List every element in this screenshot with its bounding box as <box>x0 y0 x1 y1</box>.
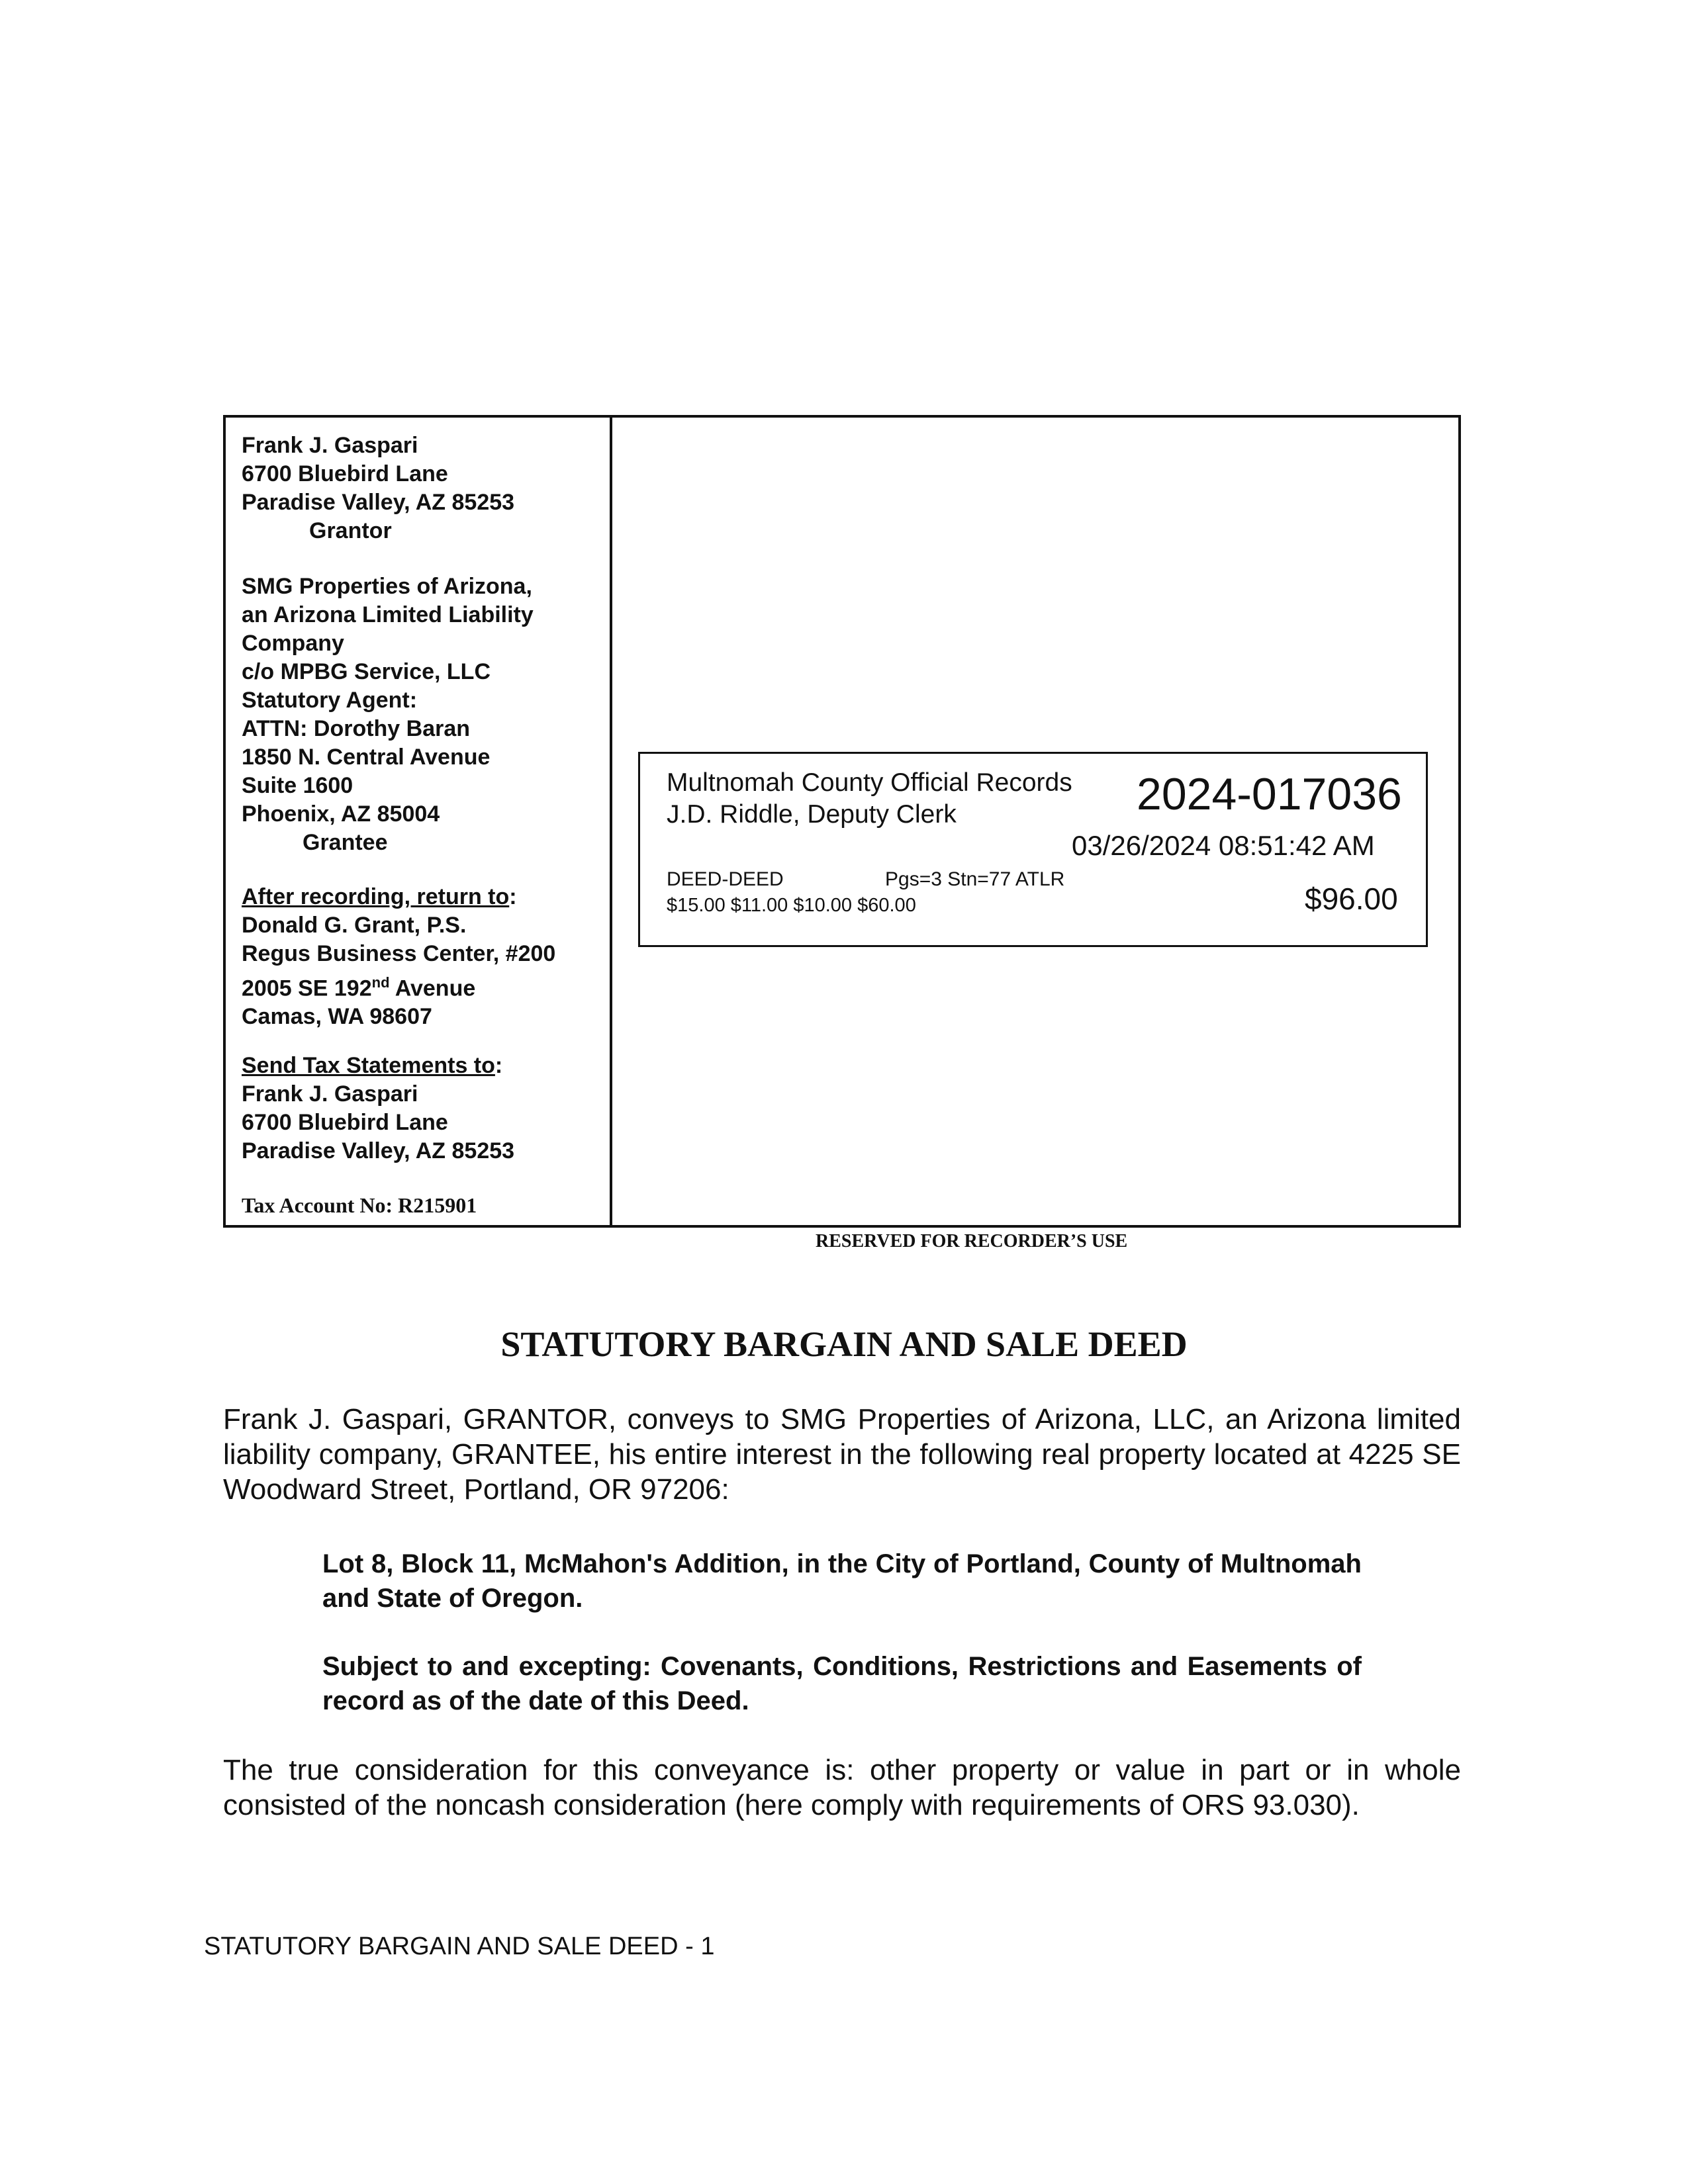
tax-statements-colon: : <box>494 1053 503 1078</box>
return-to-heading <box>242 883 555 911</box>
return-to-street <box>242 968 555 1003</box>
grantor-block <box>242 432 514 545</box>
grantee-line-8: Suite 1600 <box>242 773 353 798</box>
party-address-column <box>226 418 612 1225</box>
grantor-city: Paradise Valley, AZ 85253 <box>242 490 515 515</box>
return-to-name: Donald G. Grant, P.S. <box>242 913 467 938</box>
return-to-street-suffix: Avenue <box>389 976 476 1001</box>
stamp-fees: $15.00 $11.00 $10.00 $60.00 <box>667 895 916 916</box>
grantor-street: 6700 Bluebird Lane <box>242 461 448 486</box>
tax-account-number: Tax Account No: R215901 <box>242 1193 477 1217</box>
grantee-line-1: SMG Properties of Arizona, <box>242 574 532 599</box>
stamp-clerk: J.D. Riddle, Deputy Clerk <box>667 800 957 829</box>
tax-statements-heading <box>242 1052 514 1080</box>
grantor-role: Grantor <box>309 518 392 543</box>
tax-statements-label: Send Tax Statements to <box>242 1053 495 1078</box>
tax-statements-block <box>242 1052 514 1165</box>
legal-description: Lot 8, Block 11, McMahon's Addition, in the City of Portland, County of Multnomah and State of Oregon. <box>322 1549 1362 1613</box>
grantee-line-3: Company <box>242 631 344 656</box>
grantee-line-7: 1850 N. Central Avenue <box>242 745 491 770</box>
grantee-line-2: an Arizona Limited Liability <box>242 602 534 627</box>
grantee-block <box>242 572 534 857</box>
return-to-city: Camas, WA 98607 <box>242 1004 432 1030</box>
stamp-page-info: Pgs=3 Stn=77 ATLR <box>885 868 1065 890</box>
reserved-for-recorder-label: RESERVED FOR RECORDER’S USE <box>816 1231 1128 1251</box>
tax-statements-name: Frank J. Gaspari <box>242 1081 418 1107</box>
grantee-line-6: ATTN: Dorothy Baran <box>242 716 471 741</box>
conveyance-paragraph: Frank J. Gaspari, GRANTOR, conveys to SMG Properties of Arizona, LLC, an Arizona limited liability company, GRANTEE, his entire interest in the following real property located at 4225 SE Woodward Street, Portland, OR 97206: <box>223 1403 1461 1506</box>
grantor-name: Frank J. Gaspari <box>242 433 418 458</box>
return-to-block <box>242 883 555 1031</box>
tax-statements-street: 6700 Bluebird Lane <box>242 1110 448 1135</box>
return-to-street-prefix: 2005 SE 192 <box>242 976 372 1001</box>
grantee-role: Grantee <box>303 830 388 855</box>
tax-statements-city: Paradise Valley, AZ 85253 <box>242 1138 515 1163</box>
grantee-line-9: Phoenix, AZ 85004 <box>242 801 440 827</box>
stamp-office: Multnomah County Official Records <box>667 768 1072 797</box>
grantee-line-5: Statutory Agent: <box>242 688 418 713</box>
stamp-datetime: 03/26/2024 08:51:42 AM <box>1072 830 1375 861</box>
recorder-stamp <box>638 752 1428 947</box>
stamp-doc-type: DEED-DEED <box>667 868 784 890</box>
page-footer: STATUTORY BARGAIN AND SALE DEED - 1 <box>204 1933 715 1960</box>
consideration-paragraph: The true consideration for this conveyance is: other property or value in part or in whole consisted of the noncash consideration (here comply with requirements of ORS 93.030). <box>223 1754 1461 1821</box>
document-title: STATUTORY BARGAIN AND SALE DEED <box>500 1324 1188 1364</box>
exceptions-paragraph: Subject to and excepting: Covenants, Conditions, Restrictions and Easements of record as of the date of this Deed. <box>322 1652 1362 1715</box>
return-to-colon: : <box>509 884 517 909</box>
return-to-label: After recording, return to <box>242 884 510 909</box>
stamp-record-number: 2024-017036 <box>1137 769 1402 819</box>
stamp-total: $96.00 <box>1305 882 1398 916</box>
grantee-line-4: c/o MPBG Service, LLC <box>242 659 491 684</box>
return-to-line-1: Regus Business Center, #200 <box>242 941 556 966</box>
return-to-street-superscript: nd <box>371 974 390 991</box>
